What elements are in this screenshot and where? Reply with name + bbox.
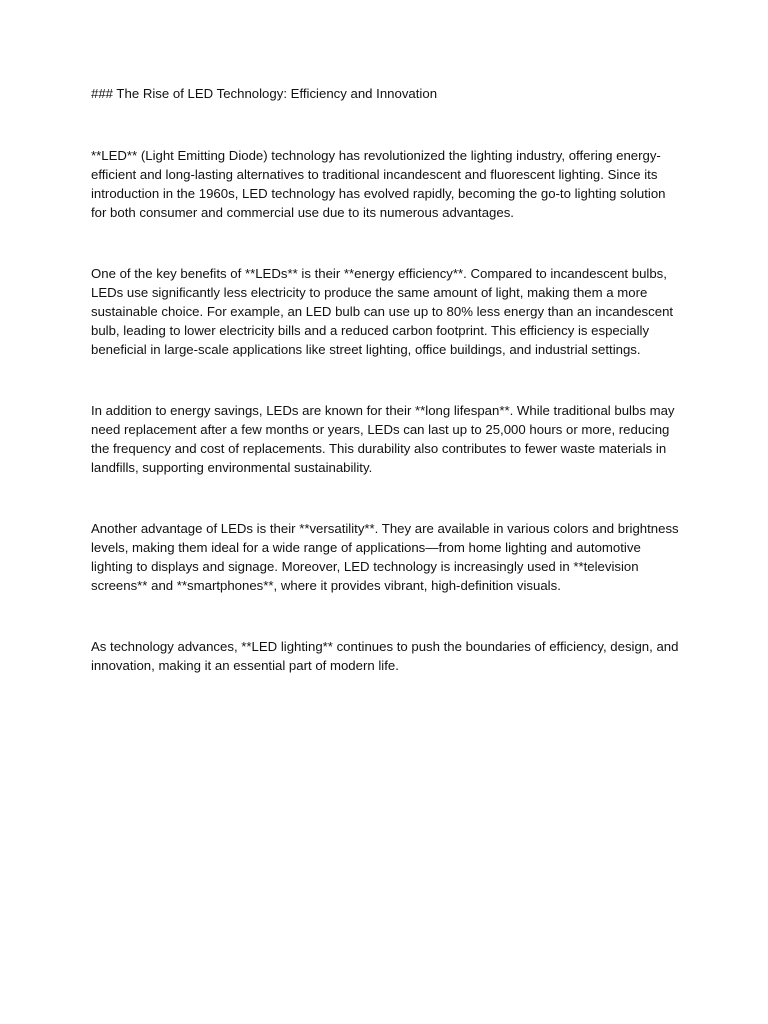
paragraph-conclusion: As technology advances, **LED lighting** continues to push the boundaries of efficiency, design, and innovation, making it an essential part of modern life. (91, 639, 679, 673)
document-body (91, 84, 683, 675)
document-heading: ### The Rise of LED Technology: Efficiency and Innovation (91, 86, 438, 101)
paragraph-long-lifespan: In addition to energy savings, LEDs are known for their **long lifespan**. While traditional bulbs may need replacement after a few months or years, LEDs can last up to 25,000 hours or more, reducing the frequency and cost of replacements. This durability also contributes to fewer waste materials in landfills, supporting environmental sustainability. (91, 403, 675, 475)
paragraph-energy-efficiency: One of the key benefits of **LEDs** is their **energy efficiency**. Compared to incandescent bulbs, LEDs use significantly less electricity to produce the same amount of light, making them a more sustainable choice. For example, an LED bulb can use up to 80% less energy than an incandescent bulb, leading to lower electricity bills and a reduced carbon footprint. This efficiency is especially beneficial in large-scale applications like street lighting, office buildings, and industrial settings. (91, 266, 674, 357)
paragraph-versatility: Another advantage of LEDs is their **versatility**. They are available in various colors and brightness levels, making them ideal for a wide range of applications—from home lighting and automotive lighting to displays and signage. Moreover, LED technology is increasingly used in **television screens** and **smartphones**, where it provides vibrant, high-definition visuals. (91, 521, 679, 593)
paragraph-intro: **LED** (Light Emitting Diode) technology has revolutionized the lighting industry, offering energy-efficient and long-lasting alternatives to traditional incandescent and fluorescent lighting. Since its introduction in the 1960s, LED technology has evolved rapidly, becoming the go-to lighting solution for both consumer and commercial use due to its numerous advantages. (91, 148, 666, 220)
